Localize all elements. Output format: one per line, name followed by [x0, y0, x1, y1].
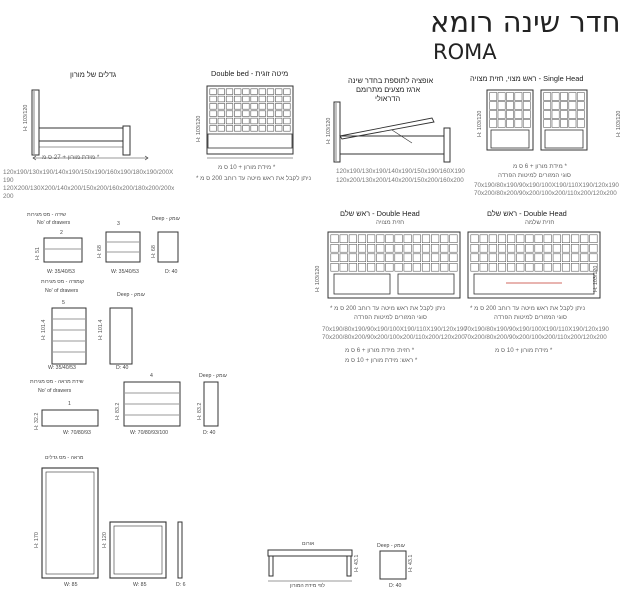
- double-bed-drawing: [205, 84, 300, 164]
- storage-bed-sizes-2: 120x200/130x200/140x200/150x200/160x200: [336, 177, 464, 184]
- single-head-sizes-2: 70x200/80x200/90x200/100x200/110x200/120x200: [474, 190, 617, 197]
- stool-depth: D: 40: [389, 583, 402, 589]
- stool-height: H: 43.1: [408, 554, 414, 572]
- double-head-left-sub2: סוגי המזורים למיטות הפרדה: [354, 314, 427, 321]
- double-head-right-sizes-1: 70x190/80x190/90x190/100X190/110X190/120x190: [464, 326, 609, 333]
- storage-bed-title-2: ארגז מצעים מתרומם: [356, 85, 421, 94]
- stool-drawing: [378, 549, 408, 583]
- double-head-right-sub2: סוגי המזורים למיטות הפרדה: [494, 314, 567, 321]
- nightstand-a-height: H: 51: [35, 247, 41, 260]
- bench-title: אורום: [302, 541, 315, 547]
- nightstand-c-depth: D: 40: [165, 269, 178, 275]
- double-head-left-drawing: [326, 230, 466, 306]
- nightstand-b-count: 3: [117, 221, 120, 227]
- stool-deep: Deep - עומק: [377, 543, 405, 549]
- bed-boards-sizes-2: 190: [3, 177, 14, 184]
- double-head-right-note: * ניתן לקבל את ראש מיטה עד רוחב 200 ס מ: [470, 305, 586, 312]
- nightstands-title: שידה - מס מגירות: [27, 212, 66, 218]
- double-head-left-cap2: ראש: מידת מורון + 10 ס מ *: [345, 357, 418, 364]
- bed-boards-sizes-4: 200: [3, 193, 14, 200]
- mirror-b-width: W: 85: [133, 582, 147, 588]
- double-bed-caption: מידת מורון + 10 ס מ *: [218, 164, 276, 171]
- mirror-depth: D: 6: [176, 582, 186, 588]
- double-bed-height: H: 103/120: [196, 115, 202, 142]
- mirror-chest-b-width: W: 70/80/93/100: [130, 430, 168, 436]
- mirrors-title: מראה - מס גדלים: [45, 455, 84, 461]
- page-title: חדר שינה רומא: [430, 5, 621, 39]
- storage-bed-drawing: [332, 98, 462, 168]
- mirror-chest-a-height: H: 32.2: [34, 412, 40, 430]
- mirror-a-width: W: 85: [64, 582, 78, 588]
- dresser-deep: Deep - עומק: [117, 292, 145, 298]
- double-head-left-sub: חזית מצויה: [376, 219, 405, 226]
- mirror-a-height: H: 170: [34, 532, 40, 548]
- single-head-sizes-1: 70x190/80x190/90x190/100X190/110X190/120x190: [474, 182, 619, 189]
- mirror-chest-c-depth: D: 40: [203, 430, 216, 436]
- bench-height: H: 43.1: [354, 554, 360, 572]
- double-head-left-sizes-2: 70x200/80x200/90x200/100x200/110x200/120x200: [322, 334, 465, 341]
- nightstand-a-width: W: 35/40/53: [47, 269, 75, 275]
- mirror-chest-deep: Deep - עומק: [199, 373, 227, 379]
- bed-boards-sizes-1: 120x190/130x190/140x190/150x190/160x190/180x190/200X: [3, 169, 174, 176]
- double-head-right-cap: מידת מורון + 10 ס מ *: [495, 347, 553, 354]
- single-head-height-right: H: 103/120: [616, 110, 622, 137]
- mirror-b-height: H: 120: [102, 532, 108, 548]
- bench-drawing: [266, 548, 356, 584]
- double-head-right-drawing: [466, 230, 606, 306]
- double-head-right-sub: חזית שלמה: [525, 219, 555, 226]
- double-head-right-title: ראש שלם - Double Head: [487, 209, 567, 218]
- double-head-left-sizes-1: 70x190/80x190/90x190/100X190/110X190/120x190: [322, 326, 467, 333]
- mirror-chest-title: שידת מראה - מס מגירות: [30, 379, 84, 385]
- mirror-chest-a-width: W: 70/80/93: [63, 430, 91, 436]
- dresser-height-side: H: 101.4: [98, 319, 104, 340]
- storage-bed-title-3: הדראולי: [375, 94, 401, 103]
- nightstand-c-height: H: 68: [151, 245, 157, 258]
- mirror-chest-drawing: [40, 380, 220, 430]
- double-head-left-height: H: 103/120: [315, 265, 321, 292]
- dresser-depth: D: 40: [116, 365, 129, 371]
- nightstands-deep: Deep - עומק: [152, 216, 180, 222]
- nightstand-b-width: W: 35/40/53: [111, 269, 139, 275]
- single-head-caption: מידת מורון + 6 ס מ *: [513, 163, 567, 170]
- bed-boards-sizes-3: 120X200/130X200/140x200/150x200/160x200/180x200/200x: [3, 185, 175, 192]
- mirror-chest-b-height: H: 83.2: [115, 402, 121, 420]
- storage-bed-title-1: אופציה לתוספת בחדר שינה: [348, 76, 434, 85]
- mirror-chest-c-height: H: 83.2: [197, 402, 203, 420]
- single-head-drawing: [485, 88, 615, 158]
- double-bed-note: * ניתן לקבל את ראש מיטה עד רוחב 200 ס מ: [196, 175, 312, 182]
- nightstand-a-count: 2: [60, 230, 63, 236]
- nightstands-drawing: [42, 230, 182, 270]
- double-head-left-cap1: חזית: מידת מורון + 6 ס מ *: [345, 347, 415, 354]
- bench-caption: לפי מידת המורון: [290, 583, 325, 589]
- double-head-right-sizes-2: 70x200/80x200/90x200/100x200/110x200/120x200: [464, 334, 607, 341]
- storage-bed-height: H: 103/120: [326, 117, 332, 144]
- bed-boards-drawing: [30, 88, 160, 163]
- bed-boards-title: גדלים של מורון: [70, 70, 117, 79]
- dresser-title: קומודה - מס מגירות: [41, 279, 85, 285]
- bed-boards-height: H: 103/120: [23, 104, 29, 131]
- mirror-chest-sub: No' of drawers: [38, 388, 72, 394]
- page-subtitle: ROMA: [433, 40, 497, 64]
- storage-bed-sizes-1: 120x190/130x190/140x190/150x190/160X190: [336, 168, 465, 175]
- single-head-height-left: H: 103/120: [477, 110, 483, 137]
- double-head-right-height: H: 103/120: [593, 265, 599, 292]
- mirror-chest-a-count: 1: [68, 401, 71, 407]
- dresser-count: 5: [62, 300, 65, 306]
- single-head-title: ראש מצוי, חזית מצויה - Single Head: [470, 74, 584, 83]
- dresser-sub: No' of drawers: [45, 288, 79, 294]
- bed-boards-caption: מידת מורון + 27 ס מ *: [42, 154, 100, 161]
- mirror-chest-b-count: 4: [150, 373, 153, 379]
- double-head-left-title: ראש שלם - Double Head: [340, 209, 420, 218]
- double-head-left-note: * ניתן לקבל את ראש מיטה עד רוחב 200 ס מ: [330, 305, 446, 312]
- dresser-height: H: 101.4: [41, 319, 47, 340]
- nightstand-b-height: H: 68: [97, 245, 103, 258]
- nightstands-sub: No' of drawers: [37, 220, 71, 226]
- double-bed-title: Double bed - מיטה זוגית: [211, 69, 289, 78]
- dresser-width: W: 35/40/53: [48, 365, 76, 371]
- mirrors-drawing: [40, 466, 190, 581]
- dresser-drawing: [50, 306, 140, 366]
- single-head-sub: סוגי המזורים למיטות הפרדה: [498, 172, 571, 179]
